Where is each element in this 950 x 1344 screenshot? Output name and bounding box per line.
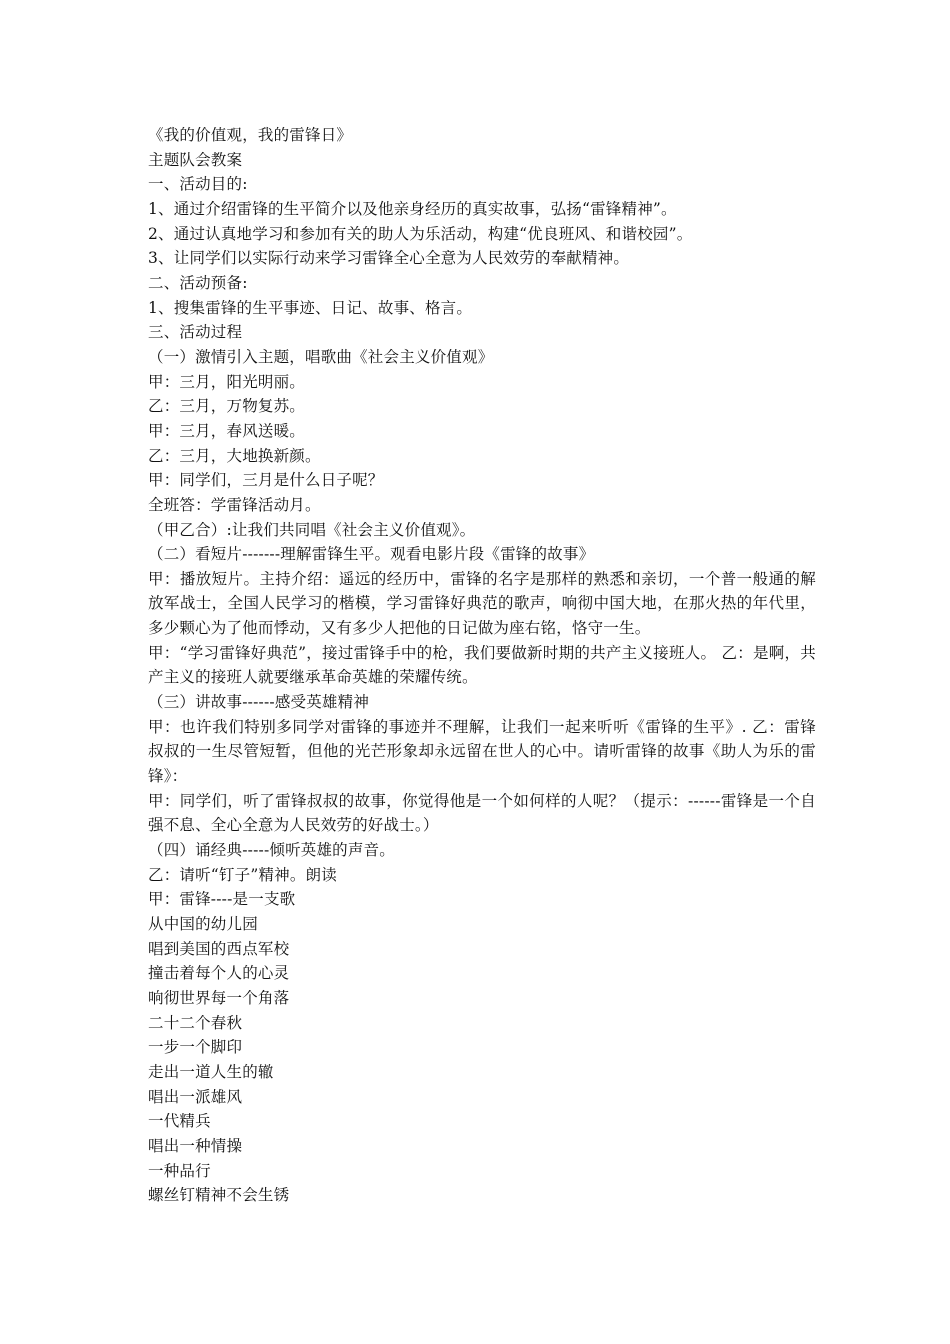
part-heading-2: （二）看短片-------理解雷锋生平。观看电影片段《雷锋的故事》 bbox=[148, 545, 595, 564]
poem-line: 一种品行 bbox=[148, 1161, 211, 1180]
poem-line: 从中国的幼儿园 bbox=[148, 915, 258, 933]
part-heading-4: （四）诵经典-----倾听英雄的声音。 bbox=[148, 841, 395, 860]
part-heading-1: （一）激情引入主题，唱歌曲《社会主义价值观》 bbox=[148, 347, 494, 366]
document-body bbox=[148, 123, 816, 1208]
dialog-line: 甲：雷锋----是一支歌 bbox=[148, 890, 296, 909]
dialog-line: 全班答：学雷锋活动月。 bbox=[148, 495, 321, 514]
section-heading-process: 三、活动过程 bbox=[148, 323, 243, 342]
paragraph: 甲：“学习雷锋好典范”，接过雷锋手中的枪，我们要做新时期的共产主义接班人。 乙：是啊，共产主义的接班人就要继承革命英雄的荣耀传统。 bbox=[148, 643, 816, 687]
dialog-line: 乙：请听“钉子”精神。朗读 bbox=[148, 865, 337, 884]
document-subtitle: 主题队会教案 bbox=[148, 150, 243, 169]
dialog-line: 甲：三月，阳光明丽。 bbox=[148, 372, 306, 391]
section-heading-preparation: 二、活动预备: bbox=[148, 273, 248, 292]
poem-line: 螺丝钉精神不会生锈 bbox=[148, 1186, 290, 1205]
poem-line: 走出一道人生的辙 bbox=[148, 1062, 274, 1081]
purpose-item-2: 2、通过认真地学习和参加有关的助人为乐活动，构建“优良班风、和谐校园”。 bbox=[148, 224, 693, 243]
poem-line: 响彻世界每一个角落 bbox=[148, 988, 290, 1007]
dialog-line: （甲乙合）:让我们共同唱《社会主义价值观》。 bbox=[148, 520, 476, 539]
dialog-line: 乙：三月，万物复苏。 bbox=[148, 397, 306, 416]
poem-line: 二十二个春秋 bbox=[148, 1013, 243, 1032]
paragraph: 甲：也许我们特别多同学对雷锋的事迹并不理解，让我们一起来听听《雷锋的生平》. 乙：雷锋叔叔的一生尽管短暂，但他的光芒形象却永远留在世人的心中。请听雷锋的故事《助人为乐的雷锋》： bbox=[148, 717, 816, 786]
dialog-line: 甲：同学们，三月是什么日子呢？ bbox=[148, 471, 384, 490]
dialog-line: 乙：三月，大地换新颜。 bbox=[148, 446, 321, 465]
poem-line: 撞击着每个人的心灵 bbox=[148, 964, 290, 983]
paragraph: 甲：同学们，听了雷锋叔叔的故事，你觉得他是一个如何样的人呢？（提示：------雷锋是一个自强不息、全心全意为人民效劳的好战士。） bbox=[148, 791, 816, 835]
purpose-item-1: 1、通过介绍雷锋的生平简介以及他亲身经历的真实故事，弘扬“雷锋精神”。 bbox=[148, 199, 677, 218]
poem-line: 一步一个脚印 bbox=[148, 1038, 243, 1057]
dialog-line: 甲：三月，春风送暖。 bbox=[148, 421, 306, 440]
poem-line: 唱出一派雄风 bbox=[148, 1087, 243, 1106]
part-heading-3: （三）讲故事------感受英雄精神 bbox=[148, 693, 370, 712]
document-title: 《我的价值观，我的雷锋日》 bbox=[148, 126, 353, 144]
poem-line: 一代精兵 bbox=[148, 1112, 211, 1131]
poem-line: 唱出一种情操 bbox=[148, 1136, 243, 1155]
poem-line: 唱到美国的西点军校 bbox=[148, 939, 290, 958]
paragraph: 甲：播放短片。主持介绍：遥远的经历中，雷锋的名字是那样的熟悉和亲切，一个普一般通的解放军战士，全国人民学习的楷模，学习雷锋好典范的歌声，响彻中国大地，在那火热的年代里，多少颗心为了他而悸动，又有多少人把他的日记做为座右铭，恪守一生。 bbox=[148, 569, 816, 638]
purpose-item-3: 3、让同学们以实际行动来学习雷锋全心全意为人民效劳的奉献精神。 bbox=[148, 249, 630, 268]
section-heading-purpose: 一、活动目的: bbox=[148, 175, 248, 194]
preparation-item-1: 1、搜集雷锋的生平事迹、日记、故事、格言。 bbox=[148, 298, 473, 317]
